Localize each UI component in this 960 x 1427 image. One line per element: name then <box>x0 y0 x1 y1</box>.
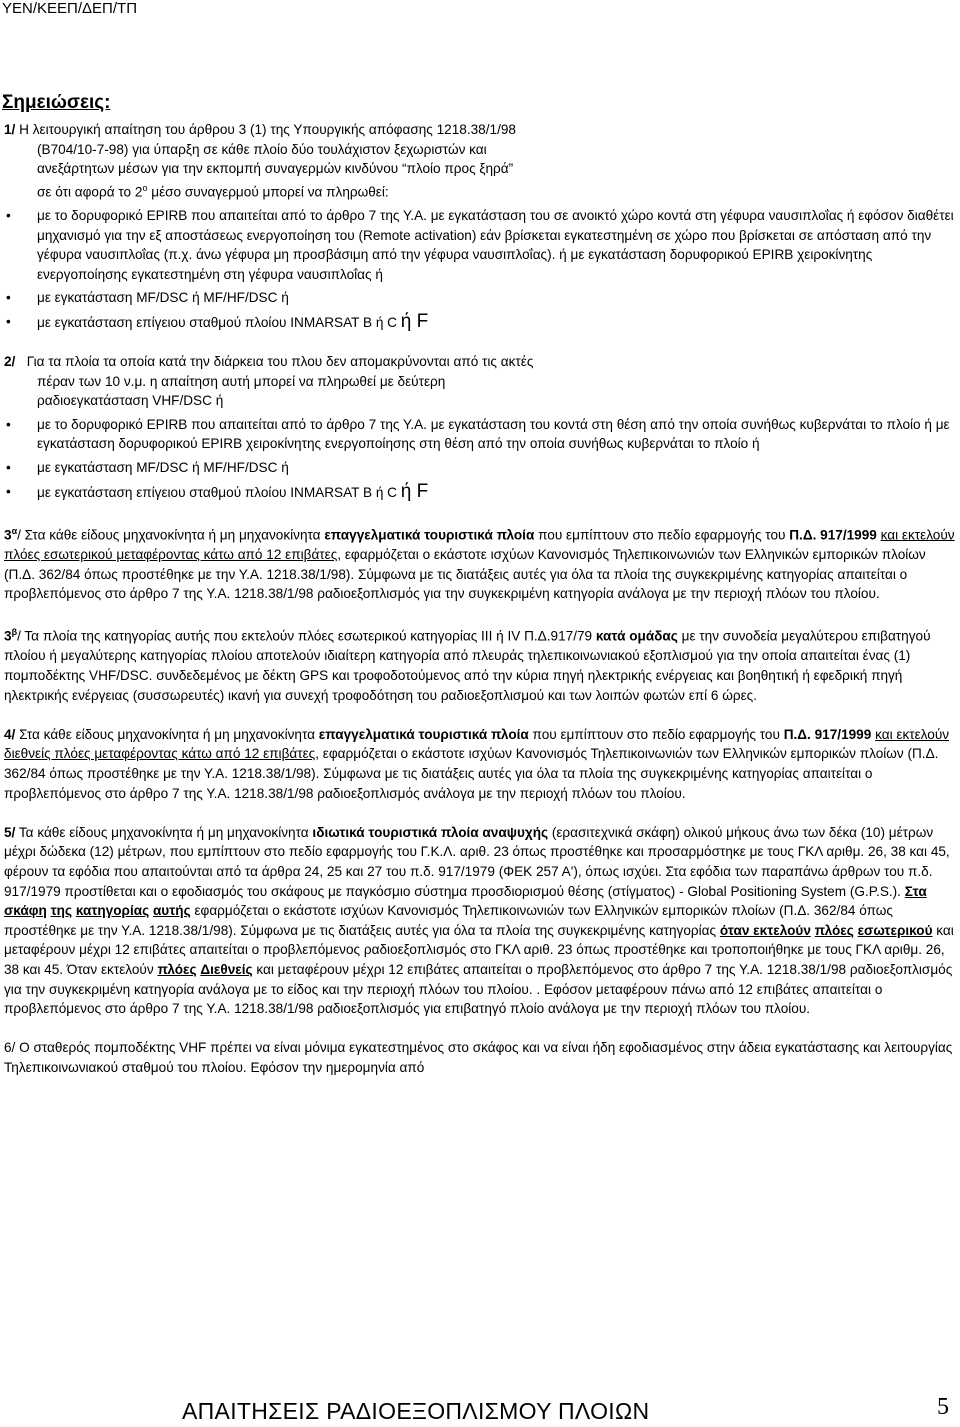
note-4-text-1: Στα κάθε είδους μηχανοκίνητα ή μη μηχανοκίνητα <box>15 726 319 742</box>
note-6-prefix: 6/ <box>4 1040 16 1056</box>
note-3b-text-2: με την συνοδεία μεγαλύτερου επιβατηγού πλοίου ή μεγαλύτερης κατηγορίας πλοίου αποτελούν ιδιαίτερη κατηγορία από πλευράς τηλεπικοινωνιακού εξοπλισμού για την οποία απαιτείται ένας (1) πομποδέκτης VHF/DSC. συνδεδεμένος με δέκτη GPS και τροφοδοτούμενος από την κύρια πηγή ηλεκτρικής ενέργειας και βοηθητική ή εφεδρική πηγή ηλεκτρικής ενέργειας (συσσωρευτές) ικανή για συνεχή τροφοδότηση του ραδιοεξοπλισμού και των λοιπών φωτών επί 6 ώρες. <box>4 628 931 703</box>
note-4-text-4: , εφαρμόζεται ο εκάστοτε ισχύων Κανονισμός Τηλεπικοινωνιών των Ελληνικών εμπορικών πλοίων (Π.Δ. 362/84 όπως προστέθηκε με την Υ.Α. 1218.38/1/98). Σύμφωνα με τις διατάξεις αυτές για όλα τα πλοία της συγκεκριμένης κατηγορίας απαιτείται ο προβλεπόμενος στο άρθρο 7 της Υ.Α. 1218.38/1/98 ραδιοεξοπλισμός ανάλογα με την περιοχή πλόων του πλοίου. <box>4 746 939 801</box>
note-3b-bold-1: κατά ομάδας <box>595 628 678 644</box>
note-5-bu-2: σκάφη <box>4 903 47 919</box>
note-2-bullet-3-text: με εγκατάσταση επίγειου σταθμού πλοίου INMARSAT B ή C <box>37 484 401 500</box>
note-4-prefix: 4/ <box>4 726 16 742</box>
footer-title: ΑΠΑΙΤΗΣΕΙΣ ΡΑΔΙΟΕΞΟΠΛΙΣΜΟΥ ΠΛΟΙΩΝ <box>182 1398 650 1424</box>
note-2-bullet-1: • με το δορυφορικό EPIRB που απαιτείται από το άρθρο 7 της Υ.Α. με εγκατάσταση του κοντά στη θέση από την οποία συνήθως κυβερνάται το πλοίο ή με εγκατάσταση δορυφορικού EPIRB χειροκίνητης ενεργοποίησης στη θέση από την οποία συνήθως κυβερνάται το πλοίο ή <box>4 415 956 454</box>
note-4-bold-1: επαγγελματικά τουριστικά πλοία <box>318 726 529 742</box>
note-1-line-4 <box>4 179 956 202</box>
note-4-text-2: που εμπίπτουν στο πεδίο εφαρμογής του <box>528 726 784 742</box>
note-5-bu-7: πλόες <box>814 922 854 938</box>
note-4-underlined: και εκτελούν διεθνείς πλόες μεταφέροντας κάτω από 12 επιβάτες <box>4 726 950 762</box>
note-5-text-2: (ερασιτεχνικά σκάφη) ολικού μήκους άνω των δέκα (10) μέτρων μέχρι δώδεκα (12) μέτρων, που εμπίπτουν στο πεδίο εφαρμογής του Γ.Κ.Λ. αριθ. 23 όπως προστέθηκε και προσαρμόστηκε με τους ΓΚΛ αριθμ. 26, 38 και 45, φέρουν τα εφόδια που απαιτούνται από τα άρθρα 24, 25 και 27 του π.δ. 917/1979 (ΦΕΚ 257 Α'), όπως ισχύει. Στα εφόδια των παραπάνω άρθρων του π.δ. 917/1979 προστίθεται και ο εφοδιασμός του σκάφους με παγκόσμιο σύστημα προσδιορισμού θέσης (στίγματος) - Global Positioning System (G.P.S.). <box>4 824 950 899</box>
note-1-line-4a: σε ότι αφορά το 2 <box>37 184 143 200</box>
note-6 <box>4 1038 956 1077</box>
note-1-bullet-3-text: με εγκατάσταση επίγειου σταθμού πλοίου INMARSAT B ή C <box>37 314 401 330</box>
note-3b-text-1: / Τα πλοία της κατηγορίας αυτής που εκτελούν πλόες εσωτερικού κατηγορίας ΙΙΙ ή ΙV Π.Δ.917/79 <box>17 628 596 644</box>
note-2-intro <box>4 352 956 372</box>
note-3b-sup: β <box>11 627 18 638</box>
note-5-bu-1: Στα <box>904 883 927 899</box>
note-3a-text-4: , εφαρμόζεται ο εκάστοτε ισχύων Κανονισμός Τηλεπικοινωνιών των Ελληνικών εμπορικών πλοίων (Π.Δ. 362/84 όπως προστέθηκε με την Υ.Α. 1218.38/1/98). Σύμφωνα με τις διατάξεις αυτές για όλα τα πλοία της συγκεκριμένης κατηγορίας απαιτείται ο προβλεπόμενος στο άρθρο 7 της Υ.Α. 1218.38/1/98 ραδιοεξοπλισμός για την συγκεκριμένη κατηγορία ανάλογα με την περιοχή πλόων του πλοίου. <box>4 546 926 602</box>
note-5-text-10: και μεταφέρουν μέχρι 12 επιβάτες απαιτείται ο προβλεπόμενος ραδιοεξοπλισμός στο ΓΚΛ αριθ. 23 όπως προστέθηκε και τροποποιήθηκε με τους ΓΚΛ αριθμ. 26, 38 και 45. Όταν εκτελούν <box>4 922 954 977</box>
note-1-text: Η λειτουργική απαίτηση του άρθρου 3 (1) της Υπουργικής απόφασης 1218.38/1/98 <box>19 122 516 137</box>
note-5-bu-10: Διεθνείς <box>200 961 253 977</box>
note-3a-underlined: και εκτελούν πλόες εσωτερικού μεταφέροντας κάτω από 12 επιβάτες <box>4 527 955 562</box>
note-3a-bold-2: Π.Δ. 917/1999 <box>789 527 877 543</box>
note-5-text-12: και μεταφέρουν μέχρι 12 επιβάτες απαιτείται ο προβλεπόμενος στο άρθρο 7 της Υ.Α. 1218.38/1/98 ραδιοεξοπλισμός για την συγκεκριμένη κατηγορία ανάλογα με το είδος και την περιοχή πλόων του πλοίου. . Εφόσον μεταφέρουν πάνω από 12 επιβάτες απαιτείται ο προβλεπόμενος στο άρθρο 7 της Υ.Α. 1218.38/1/98 ραδιοεξοπλισμός για επιβατηγό πλοίο ανάλογα με την περιοχή πλόων του πλοίου. <box>4 961 953 1017</box>
notes-title: Σημειώσεις: <box>2 92 111 113</box>
note-2-bullet-3-end: ή F <box>400 480 429 502</box>
note-4 <box>4 725 956 803</box>
note-1-bullet-3 <box>4 312 956 333</box>
note-1-line-4b: μέσο συναγερμού μπορεί να πληρωθεί: <box>147 184 389 200</box>
note-5-bu-4: κατηγορίας <box>75 903 150 919</box>
note-2-bullet-3 <box>4 482 956 503</box>
note-1-prefix: 1/ <box>4 122 16 137</box>
note-1-line-4-sup: ο <box>142 182 148 193</box>
note-5 <box>4 823 956 1019</box>
note-1-bullet-3-end: ή F <box>400 310 429 332</box>
note-2-prefix: 2/ <box>4 354 16 370</box>
note-3a <box>4 522 956 604</box>
note-4-bold-2: Π.Δ. 917/1999 <box>783 726 872 742</box>
note-1-bullet-2: • με εγκατάσταση MF/DSC ή MF/HF/DSC ή <box>4 288 956 308</box>
note-3b <box>4 623 956 705</box>
note-6-text: Ο σταθερός πομποδέκτης VHF πρέπει να είναι μόνιμα εγκατεστημένος στο σκάφος και να είναι ήδη εφοδιασμένος στην άδεια εγκατάστασης και λειτουργίας Τηλεπικοινωνιακού σταθμού του πλοίου. Εφόσον την ημερομηνία από <box>4 1040 953 1075</box>
note-5-bu-5: αυτής <box>152 903 191 919</box>
notes-content <box>4 120 956 1078</box>
note-3a-bold-1: επαγγελματικά τουριστικά πλοία <box>324 527 535 543</box>
note-5-text-1: Τα κάθε είδους μηχανοκίνητα ή μη μηχανοκίνητα <box>15 824 313 840</box>
note-3b-num: 3 <box>4 628 12 644</box>
note-2-text: Για τα πλοία τα οποία κατά την διάρκεια του πλου δεν απομακρύνονται από τις ακτές <box>26 354 534 370</box>
document-header-code: ΥΕΝ/ΚΕΕΠ/ΔΕΠ/ΤΠ <box>2 0 138 17</box>
note-1-bullet-1: • με το δορυφορικό EPIRB που απαιτείται από το άρθρο 7 της Υ.Α. με εγκατάσταση του σε ανοικτό χώρο κοντά στη γέφυρα ναυσιπλοΐας ή εφόσον διαθέτει μηχανισμό για την εξ αποστάσεως ενεργοποίηση του (Remote activation) εάν βρίσκεται εγκατεστημένη σε χώρο που βρίσκεται σε απόσταση από την γέφυρα ναυσιπλοΐας (π.χ. άνω γέφυρα μη προσβάσιμη από την γέφυρα ναυσιπλοΐας). ή με εγκατάσταση δορυφορικού EPIRB χειροκίνητης ενεργοποίησης εγκατεστημένη στη γέφυρα ναυσιπλοΐας ή <box>4 206 956 284</box>
note-2-bullet-2: • με εγκατάσταση MF/DSC ή MF/HF/DSC ή <box>4 458 956 478</box>
page-number: 5 <box>937 1394 949 1420</box>
note-5-bu-8: εσωτερικού <box>857 922 933 938</box>
note-5-bu-9: πλόες <box>157 961 197 977</box>
note-1-line-2: (B704/10-7-98) για ύπαρξη σε κάθε πλοίο δύο τουλάχιστον ξεχωριστών και <box>37 141 487 157</box>
note-3a-num: 3 <box>4 527 12 543</box>
note-5-bu-3: της <box>50 903 73 919</box>
note-5-prefix: 5/ <box>4 824 16 840</box>
note-1-intro <box>4 120 956 140</box>
note-5-text-7: εφαρμόζεται ο εκάστοτε ισχύων Κανονισμός Τηλεπικοινωνιών των Ελληνικών εμπορικών πλοίων (Π.Δ. 362/84 όπως προστέθηκε με την Υ.Α. 1218.38/1/98). Σύμφωνα με τις διατάξεις αυτές για όλα τα πλοία της συγκεκριμένης κατηγορίας <box>4 903 893 938</box>
note-3a-text-2: που εμπίπτουν στο πεδίο εφαρμογής του <box>534 527 790 543</box>
note-2-line-3: ραδιοεγκατάσταση VHF/DSC ή <box>37 393 224 409</box>
note-1-line-3: ανεξάρτητων μέσων για την εκπομπή συναγερμών κινδύνου “πλοίο προς ξηρά” <box>37 161 514 177</box>
note-3a-text-1: / Στα κάθε είδους μηχανοκίνητα ή μη μηχανοκίνητα <box>17 527 325 543</box>
note-2-line-2: πέραν των 10 ν.μ. η απαίτηση αυτή μπορεί να πληρωθεί με δεύτερη <box>37 373 446 389</box>
note-3a-sup: α <box>11 525 18 536</box>
note-5-bold-1: ιδιωτικά τουριστικά πλοία αναψυχής <box>312 824 549 840</box>
note-5-bu-6: όταν εκτελούν <box>719 922 811 938</box>
